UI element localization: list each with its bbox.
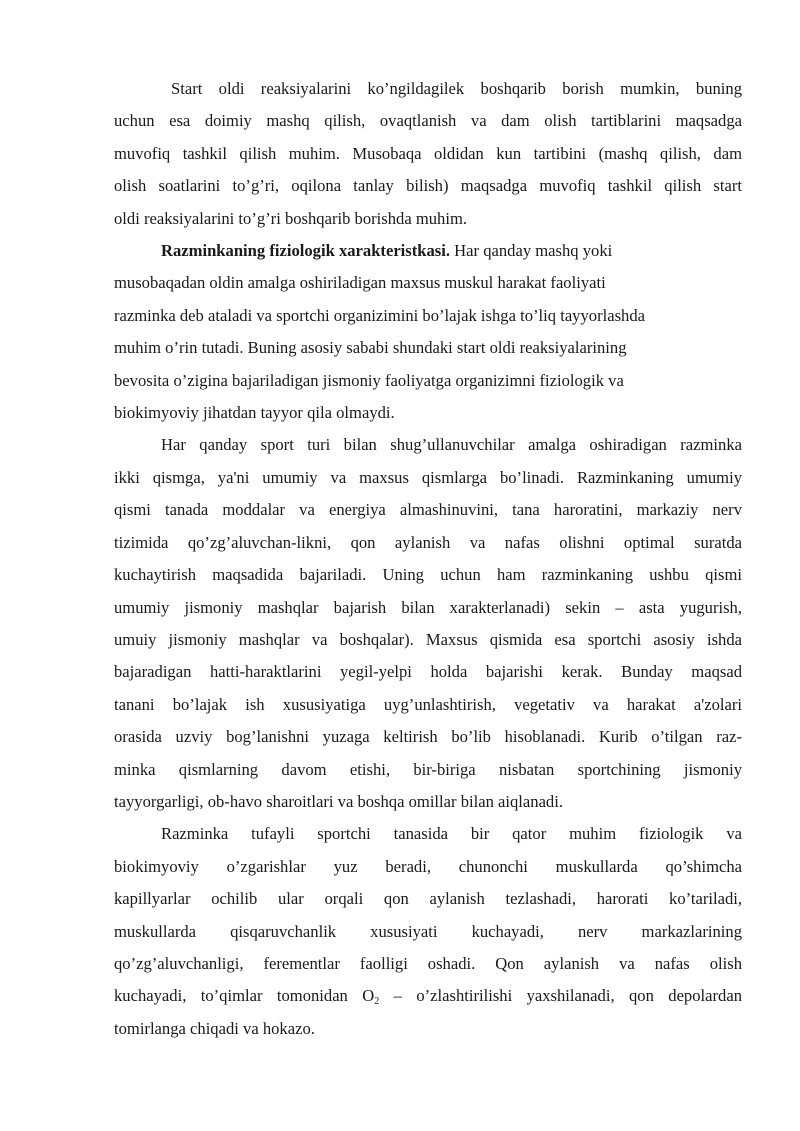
text-line: qo’zg’aluvchanligi, ferementlar faolligi oshadi. Qon aylanish va nafas olish: [114, 953, 742, 973]
text-line: muvofiq tashkil qilish muhim. Musobaqa oldidan kun tartibini (mashq qilish, dam: [114, 143, 742, 163]
text-line: olish soatlarini to’g’ri, oqilona tanlay bilish) maqsadga muvofiq tashkil qilish start: [114, 176, 742, 196]
section-heading: Razminkaning fiziologik xarakteristkasi.: [161, 241, 451, 261]
text-line: ikki qismga, ya'ni umumiy va maxsus qismlarga bo’linadi. Razminkaning umumiy: [114, 467, 742, 487]
text-span: – o’zlashtirilishi yaxshilanadi, qon depolardan: [379, 986, 742, 1006]
paragraph-warmup-parts: [114, 429, 742, 818]
text-line: [114, 235, 742, 267]
text-line: Har qanday sport turi bilan shug’ullanuvchilar amalga oshiradigan razminka: [161, 435, 742, 455]
text-line: musobaqadan oldin amalga oshiriladigan maxsus muskul harakat faoliyati: [114, 273, 606, 293]
text-line: bajaradigan hatti-haraktlarini yegil-yelpi holda bajarishi kerak. Bunday maqsad: [114, 662, 742, 682]
text-line: tomirlanga chiqadi va hokazo.: [114, 1018, 315, 1038]
paragraph-warmup-characteristics: [114, 235, 742, 429]
text-line: tanani bo’lajak ish xususiyatiga uyg’unlashtirish, vegetativ va harakat a'zolari: [114, 694, 742, 714]
text-span: kuchayadi, to’qimlar tomonidan O: [114, 986, 375, 1006]
text-line: tayyorgarligi, ob-havo sharoitlari va boshqa omillar bilan aiqlanadi.: [114, 791, 563, 811]
text-line: umuiy jismoniy mashqlar va boshqalar). Maxsus qismida esa sportchi asosiy ishda: [114, 629, 742, 649]
text-line: qismi tanada moddalar va energiya almashinuvini, tana haroratini, markaziy nerv: [114, 500, 742, 520]
text-line: orasida uzviy bog’lanishni yuzaga keltirish bo’lib hisoblanadi. Kurib o’tilgan raz-: [114, 727, 742, 747]
paragraph-warmup-effects: [114, 818, 742, 1045]
text-line: biokimyoviy jihatdan tayyor qila olmaydi.: [114, 403, 395, 423]
paragraph-start-reactions: [114, 73, 742, 235]
text-line: muskullarda qisqaruvchanlik xususiyati kuchayadi, nerv markazlarining: [114, 921, 742, 941]
text-line: tizimida qo’zg’aluvchan-likni, qon aylanish va nafas olishni optimal suratda: [114, 532, 742, 552]
text-line: minka qismlarning davom etishi, bir-biriga nisbatan sportchining jismoniy: [114, 759, 742, 779]
text-line: razminka deb ataladi va sportchi organizimini bo’lajak ishga to’liq tayyorlashda: [114, 305, 645, 325]
text-line: Start oldi reaksiyalarini ko’ngildagilek boshqarib borish mumkin, buning: [171, 79, 742, 98]
text-line: umumiy jismoniy mashqlar bajarish bilan xarakterlanadi) sekin – asta yugurish,: [114, 597, 742, 617]
text-line: muhim o’rin tutadi. Buning asosiy sababi shundaki start oldi reaksiyalarining: [114, 338, 627, 358]
text-line: kuchaytirish maqsadida bajariladi. Uning uchun ham razminkaning ushbu qismi: [114, 565, 742, 585]
text-line: oldi reaksiyalarini to’g’ri boshqarib borishda muhim.: [114, 208, 468, 228]
text-line: biokimyoviy o’zgarishlar yuz beradi, chunonchi muskullarda qo’shimcha: [114, 856, 742, 876]
text-line: [114, 980, 742, 1012]
document-body: [114, 73, 742, 1045]
oxygen-subscript: 2: [374, 996, 380, 1008]
text-line: uchun esa doimiy mashq qilish, ovaqtlanish va dam olish tartiblarini maqsadga: [114, 111, 742, 131]
text-line: bevosita o’zigina bajariladigan jismoniy faoliyatga organizimni fiziologik va: [114, 370, 624, 390]
heading-continuation: Har qanday mashq yoki: [450, 241, 613, 261]
text-line: Razminka tufayli sportchi tanasida bir qator muhim fiziologik va: [161, 824, 742, 844]
text-line: kapillyarlar ochilib ular orqali qon aylanish tezlashadi, harorati ko’tariladi,: [114, 889, 742, 909]
